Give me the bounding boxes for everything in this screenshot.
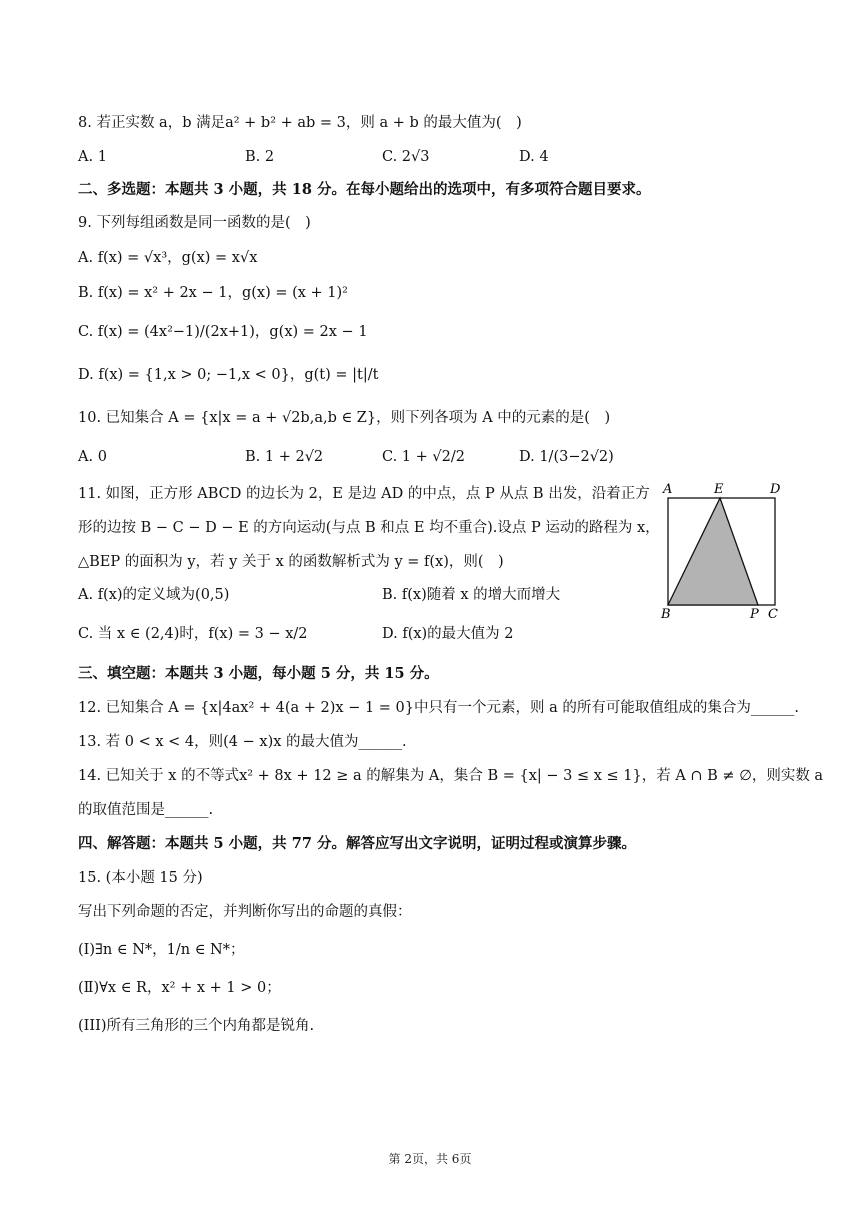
- q15-item-3: (III)所有三角形的三个内角都是锐角.: [78, 1018, 315, 1034]
- q8-stem: 8. 若正实数 a，b 满足a² + b² + ab = 3，则 a + b 的最大值为( ): [78, 115, 522, 131]
- q11-option-d: D. f(x)的最大值为 2: [382, 626, 514, 642]
- q10-option-c: C. 1 + √2/2: [382, 449, 465, 465]
- figure-label-d: D: [770, 482, 781, 497]
- q9-option-d: D. f(x) = {1,x > 0; −1,x < 0}，g(t) = |t|/t: [78, 367, 379, 383]
- q11-stem-line-3: △BEP 的面积为 y，若 y 关于 x 的函数解析式为 y = f(x)，则( ): [78, 554, 504, 570]
- q9-stem: 9. 下列每组函数是同一函数的是( ): [78, 215, 311, 231]
- q8-option-c: C. 2√3: [382, 149, 430, 165]
- q9-option-b: B. f(x) = x² + 2x − 1，g(x) = (x + 1)²: [78, 285, 348, 301]
- section-heading-solve: 四、解答题：本题共 5 小题，共 77 分。解答应写出文字说明，证明过程或演算步骤。: [78, 835, 636, 852]
- q9-option-a: A. f(x) = √x³，g(x) = x√x: [78, 250, 258, 266]
- triangle-bep: [668, 498, 758, 605]
- figure-label-p: P: [750, 607, 759, 620]
- q11-square-figure: [660, 480, 790, 620]
- q9-option-c: C. f(x) = (4x²−1)/(2x+1)，g(x) = 2x − 1: [78, 324, 368, 340]
- figure-label-c: C: [768, 607, 778, 620]
- page-footer: 第 2页，共 6页: [388, 1152, 472, 1166]
- q10-option-a: A. 0: [78, 449, 107, 465]
- figure-label-b: B: [661, 607, 671, 620]
- q10-stem: 10. 已知集合 A = {x|x = a + √2b,a,b ∈ Z}，则下列各项为 A 中的元素的是( ): [78, 410, 611, 426]
- q11-stem-line-1: 11. 如图，正方形 ABCD 的边长为 2，E 是边 AD 的中点，点 P 从点 B 出发，沿着正方: [78, 486, 650, 502]
- q15-item-2: (Ⅱ)∀x ∈ R，x² + x + 1 > 0；: [78, 980, 281, 996]
- q11-option-b: B. f(x)随着 x 的增大而增大: [382, 587, 561, 603]
- q14-stem-line-1: 14. 已知关于 x 的不等式x² + 8x + 12 ≥ a 的解集为 A，集合 B = {x| − 3 ≤ x ≤ 1}，若 A ∩ B ≠ ∅，则实数 a: [78, 768, 824, 784]
- q10-option-b: B. 1 + 2√2: [245, 449, 324, 465]
- q8-option-a: A. 1: [78, 149, 107, 165]
- q15-intro: 写出下列命题的否定，并判断你写出的命题的真假：: [78, 904, 412, 920]
- section-heading-multi-choice: 二、多选题：本题共 3 小题，共 18 分。在每小题给出的选项中，有多项符合题目要求。: [78, 181, 651, 198]
- q8-option-b: B. 2: [245, 149, 275, 165]
- q14-stem-line-2: 的取值范围是______.: [78, 802, 214, 818]
- q11-option-c: C. 当 x ∈ (2,4)时，f(x) = 3 − x/2: [78, 626, 308, 642]
- figure-label-a: A: [663, 482, 673, 497]
- q15-head: 15. (本小题 15 分): [78, 870, 203, 886]
- q11-stem-line-2: 形的边按 B − C − D − E 的方向运动(与点 B 和点 E 均不重合).设点 P 运动的路程为 x，: [78, 520, 660, 536]
- q15-item-1: (Ⅰ)∃n ∈ N*，1/n ∈ N*；: [78, 942, 245, 958]
- q13-stem: 13. 若 0 < x < 4，则(4 − x)x 的最大值为______.: [78, 734, 407, 750]
- q8-option-d: D. 4: [519, 149, 549, 165]
- q11-option-a: A. f(x)的定义域为(0,5): [78, 587, 230, 603]
- q10-option-d: D. 1/(3−2√2): [519, 449, 614, 465]
- section-heading-fill-in: 三、填空题：本题共 3 小题，每小题 5 分，共 15 分。: [78, 665, 439, 682]
- q12-stem: 12. 已知集合 A = {x|4ax² + 4(a + 2)x − 1 = 0}中只有一个元素，则 a 的所有可能取值组成的集合为______.: [78, 700, 799, 716]
- figure-label-e: E: [714, 482, 724, 497]
